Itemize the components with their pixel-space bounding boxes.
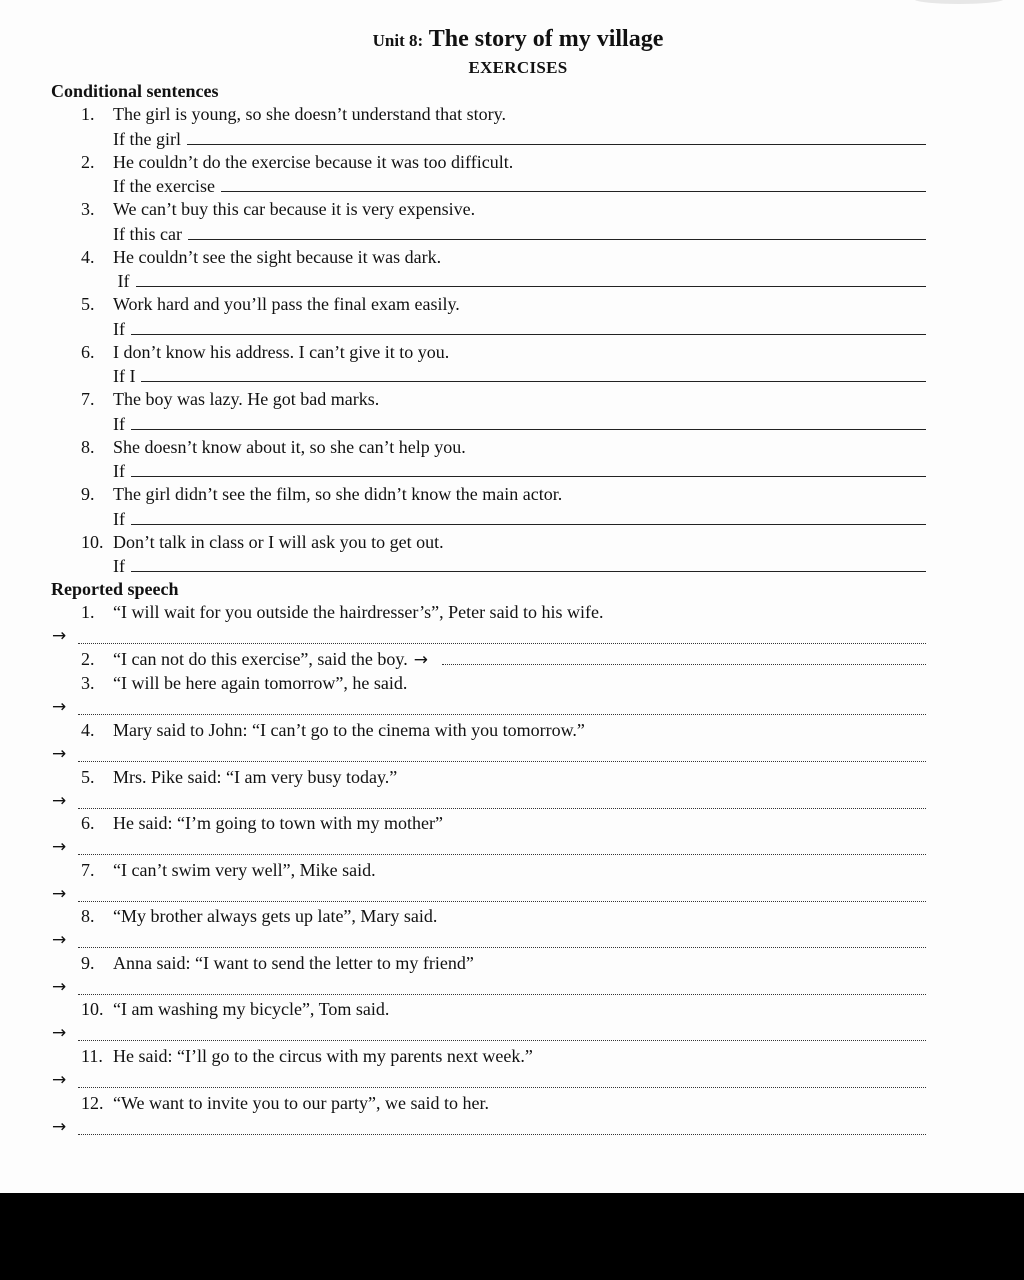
answer-blank-input[interactable] — [188, 222, 926, 240]
reported-item-5 — [0, 766, 926, 813]
item-number: 4. — [81, 246, 95, 267]
answer-prefix: If I — [113, 366, 136, 386]
page-title — [0, 24, 1024, 56]
conditional-item-8 — [81, 436, 926, 483]
answer-dotted-input[interactable] — [78, 980, 926, 995]
reported-item-4 — [0, 719, 926, 766]
reported-item-2 — [0, 648, 926, 672]
item-number: 5. — [81, 294, 95, 314]
item-number: 10. — [81, 531, 104, 552]
item-sentence: “I can not do this exercise”, said the boy. — [113, 649, 408, 669]
reported-item-1 — [0, 601, 926, 648]
item-number: 6. — [81, 813, 95, 833]
answer-dotted-input[interactable] — [78, 1073, 926, 1088]
item-sentence: Don’t talk in class or I will ask you to get out. — [113, 531, 444, 552]
item-number: 3. — [81, 673, 95, 693]
item-number: 8. — [81, 906, 95, 926]
answer-prefix: If the exercise — [113, 176, 215, 196]
answer-prefix: If — [113, 271, 130, 291]
page-edge-shadow — [914, 0, 1004, 4]
item-sentence: The girl didn’t see the film, so she didn’t know the main actor. — [113, 484, 563, 504]
item-sentence: “I can’t swim very well”, Mike said. — [113, 860, 376, 880]
item-sentence: The girl is young, so she doesn’t understand that story. — [113, 104, 506, 124]
answer-dotted-input[interactable] — [78, 700, 926, 715]
conditional-item-7 — [81, 388, 926, 435]
item-sentence: We can’t buy this car because it is very expensive. — [113, 199, 476, 219]
answer-blank-input[interactable] — [131, 317, 926, 335]
conditional-item-2 — [81, 151, 926, 198]
conditional-item-1 — [81, 103, 926, 150]
reported-item-3 — [0, 672, 926, 719]
item-sentence: Anna said: “I want to send the letter to my friend” — [113, 953, 474, 973]
answer-dotted-input[interactable] — [78, 1026, 926, 1041]
reported-item-7 — [0, 859, 926, 906]
item-number: 7. — [81, 860, 95, 880]
answer-blank-input[interactable] — [136, 269, 927, 287]
reported-item-12 — [0, 1092, 926, 1139]
arrow-icon: → — [52, 1023, 67, 1043]
arrow-icon: → — [52, 930, 67, 950]
unit-title: The story of my village — [428, 26, 664, 52]
answer-prefix: If the girl — [113, 128, 181, 149]
answer-dotted-input[interactable] — [78, 840, 926, 855]
item-sentence: I don’t know his address. I can’t give it to you. — [113, 341, 450, 362]
reported-item-6 — [0, 812, 926, 859]
item-sentence: “My brother always gets up late”, Mary said. — [113, 906, 438, 926]
answer-blank-input[interactable] — [131, 507, 926, 525]
item-sentence: He couldn’t do the exercise because it was too difficult. — [113, 151, 514, 172]
answer-prefix: If — [113, 318, 125, 339]
answer-dotted-input[interactable] — [78, 933, 926, 948]
title-block — [0, 24, 1024, 80]
answer-prefix: If — [113, 461, 125, 481]
answer-prefix: If — [113, 556, 125, 576]
exercises-subtitle: EXERCISES — [468, 58, 568, 77]
arrow-icon: → — [52, 1117, 67, 1137]
arrow-icon: → — [52, 977, 67, 997]
answer-dotted-input[interactable] — [78, 887, 926, 902]
arrow-icon: → — [52, 744, 67, 764]
answer-blank-input[interactable] — [131, 459, 926, 477]
item-number: 6. — [81, 341, 95, 362]
answer-prefix: If — [113, 508, 125, 529]
answer-dotted-input[interactable] — [78, 794, 926, 809]
arrow-icon: → — [52, 1070, 67, 1090]
item-number: 4. — [81, 720, 95, 740]
arrow-icon: → — [52, 791, 67, 811]
arrow-icon: → — [413, 650, 428, 670]
item-sentence: “We want to invite you to our party”, we said to her. — [113, 1093, 489, 1113]
item-number: 1. — [81, 602, 95, 622]
answer-prefix: If — [113, 413, 125, 434]
item-number: 12. — [81, 1093, 104, 1113]
answer-blank-input[interactable] — [131, 412, 926, 430]
item-sentence: Mary said to John: “I can’t go to the cinema with you tomorrow.” — [113, 720, 585, 740]
item-sentence: “I am washing my bicycle”, Tom said. — [113, 999, 390, 1019]
item-sentence: Mrs. Pike said: “I am very busy today.” — [113, 767, 398, 787]
answer-blank-input[interactable] — [141, 364, 926, 382]
item-sentence: The boy was lazy. He got bad marks. — [113, 389, 380, 409]
item-number: 1. — [81, 104, 95, 124]
item-number: 2. — [81, 649, 95, 669]
unit-label: Unit 8: — [372, 31, 424, 50]
item-number: 7. — [81, 389, 95, 409]
answer-dotted-input[interactable] — [78, 629, 926, 644]
reported-item-9 — [0, 952, 926, 999]
item-sentence: He couldn’t see the sight because it was dark. — [113, 246, 442, 267]
answer-dotted-input[interactable] — [78, 747, 926, 762]
reported-item-11 — [0, 1045, 926, 1092]
answer-blank-input[interactable] — [221, 174, 926, 192]
answer-blank-input[interactable] — [131, 554, 926, 572]
item-sentence: He said: “I’m going to town with my mother” — [113, 813, 443, 833]
reported-item-8 — [0, 905, 926, 952]
item-number: 9. — [81, 953, 95, 973]
item-number: 3. — [81, 199, 95, 219]
item-sentence: Work hard and you’ll pass the final exam easily. — [113, 294, 460, 314]
arrow-icon: → — [52, 697, 67, 717]
answer-prefix: If this car — [113, 223, 182, 244]
item-number: 5. — [81, 767, 95, 787]
item-sentence: “I will be here again tomorrow”, he said. — [113, 673, 408, 693]
conditional-heading: Conditional sentences — [51, 81, 219, 101]
item-sentence: She doesn’t know about it, so she can’t help you. — [113, 436, 466, 457]
item-number: 11. — [81, 1046, 103, 1066]
item-number: 10. — [81, 999, 104, 1019]
conditional-item-3 — [81, 198, 926, 245]
black-bottom-bar — [0, 1193, 1024, 1280]
item-number: 9. — [81, 484, 95, 504]
answer-dotted-input[interactable] — [442, 650, 926, 665]
item-sentence: “I will wait for you outside the hairdresser’s”, Peter said to his wife. — [113, 602, 604, 622]
conditional-item-10 — [81, 531, 926, 578]
arrow-icon: → — [52, 626, 67, 646]
arrow-icon: → — [52, 884, 67, 904]
answer-blank-input[interactable] — [187, 127, 926, 145]
answer-dotted-input[interactable] — [78, 1120, 926, 1135]
item-sentence: He said: “I’ll go to the circus with my parents next week.” — [113, 1046, 533, 1066]
arrow-icon: → — [52, 837, 67, 857]
conditional-item-9 — [81, 483, 926, 530]
reported-item-10 — [0, 998, 926, 1045]
item-number: 2. — [81, 151, 95, 172]
conditional-item-4 — [81, 246, 926, 293]
reported-heading: Reported speech — [51, 579, 179, 599]
conditional-item-6 — [81, 341, 926, 388]
item-number: 8. — [81, 436, 95, 457]
conditional-item-5 — [81, 293, 926, 340]
